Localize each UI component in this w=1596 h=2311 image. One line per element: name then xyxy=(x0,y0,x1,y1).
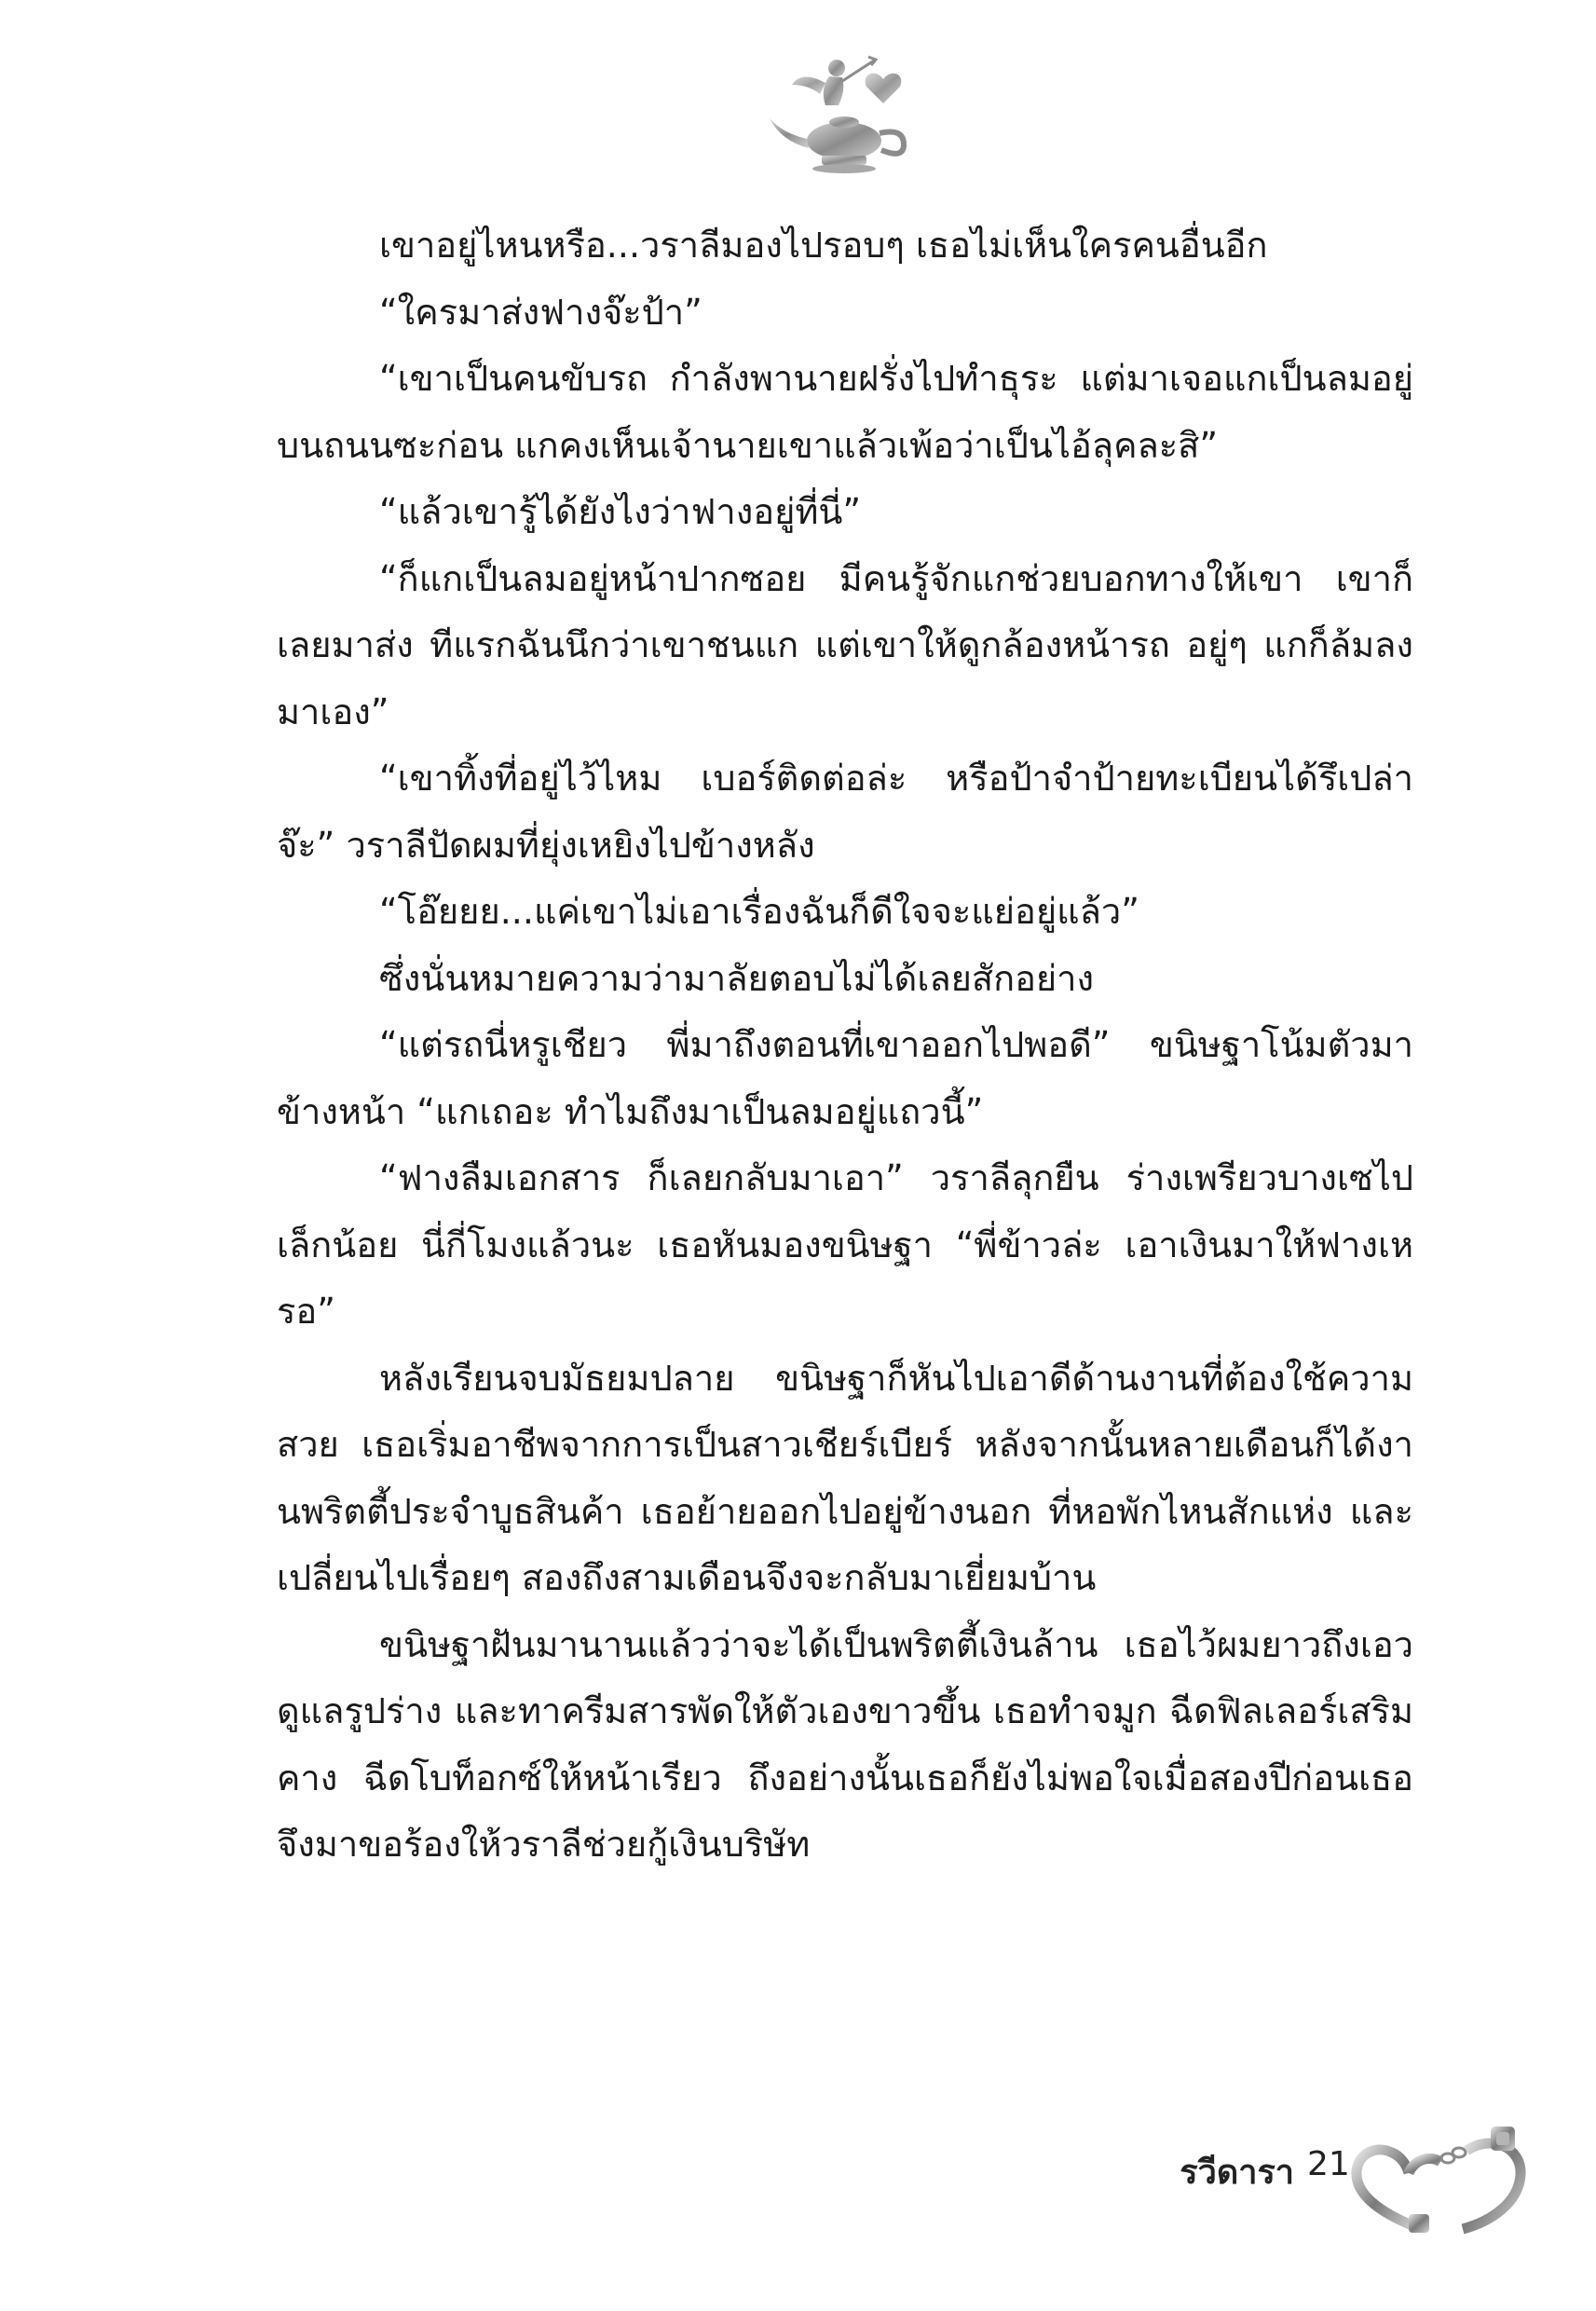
handcuffs-heart-icon xyxy=(1351,2123,1528,2235)
paragraph-11: หลังเรียนจบมัธยมปลาย ขนิษฐาก็หันไปเอาดีด้านงานที่ต้องใช้ความสวย เธอเริ่มอาชีพจากการเป็นสาวเชียร์เบียร์ หลังจากนั้นหลายเดือนก็ได้งานพริตตี้ประจำบูธสินค้า เธอย้ายออกไปอยู่ข้างนอก ที่หอพักไหนสักแห่ง และเปลี่ยนไปเรื่อยๆ สองถึงสามเดือนจึงจะกลับมาเยี่ยมบ้าน xyxy=(277,1357,1413,1598)
paragraph-12: ขนิษฐาฝันมานานแล้วว่าจะได้เป็นพริตตี้เงินล้าน เธอไว้ผมยาวถึงเอว ดูแลรูปร่าง และทาครีมสารพัดให้ตัวเองขาวขึ้น เธอทำจมูก ฉีดฟิลเลอร์เสริมคาง ฉีดโบท็อกซ์ให้หน้าเรียว ถึงอย่างนั้นเธอก็ยังไม่พอใจเมื่อสองปีก่อนเธอจึงมาขอร้องให้วราลีช่วยกู้เงินบริษัท xyxy=(277,1623,1413,1865)
paragraph-7: “โอ๊ยยย...แค่เขาไม่เอาเรื่องฉันก็ดีใจจะแย่อยู่แล้ว” xyxy=(379,891,1139,932)
paragraph-9: “แต่รถนี่หรูเชียว พี่มาถึงตอนที่เขาออกไปพอดี” ขนิษฐาโน้มตัวมาข้างหน้า “แกเถอะ ทำไมถึงมาเป็นลมอยู่แถวนี้” xyxy=(277,1024,1413,1132)
paragraph-2: “ใครมาส่งฟางจ๊ะป้า” xyxy=(379,291,703,333)
page-number: 21 xyxy=(1307,2145,1350,2183)
paragraph-3: “เขาเป็นคนขับรถ กำลังพานายฝรั่งไปทำธุระ แต่มาเจอแกเป็นลมอยู่บนถนนซะก่อน แกคงเห็นเจ้านายเขาแล้วเพ้อว่าเป็นไอ้ลุคละสิ” xyxy=(277,358,1413,466)
paragraph-1: เขาอยู่ไหนหรือ...วราลีมองไปรอบๆ เธอไม่เห็นใครคนอื่นอีก xyxy=(379,225,1268,266)
paragraph-10: “ฟางลืมเอกสาร ก็เลยกลับมาเอา” วราลีลุกยืน ร่างเพรียวบางเซไปเล็กน้อย นี่กี่โมงแล้วนะ เธอหันมองขนิษฐา “พี่ข้าวล่ะ เอาเงินมาให้ฟางเหรอ” xyxy=(277,1157,1413,1332)
page-footer xyxy=(0,2115,1596,2264)
paragraph-4: “แล้วเขารู้ได้ยังไงว่าฟางอยู่ที่นี่” xyxy=(379,491,862,532)
book-title: รวีดารา xyxy=(1180,2154,1294,2192)
body-text xyxy=(277,212,1413,1879)
paragraph-6: “เขาทิ้งที่อยู่ไว้ไหม เบอร์ติดต่อล่ะ หรือป้าจำป้ายทะเบียนได้รึเปล่าจ๊ะ” วราลีปัดผมที่ยุ่งเหยิงไปข้างหลัง xyxy=(277,758,1413,866)
paragraph-8: ซึ่งนั่นหมายความว่ามาลัยตอบไม่ได้เลยสักอย่าง xyxy=(379,957,1095,999)
paragraph-5: “ก็แกเป็นลมอยู่หน้าปากซอย มีคนรู้จักแกช่วยบอกทางให้เขา เขาก็เลยมาส่ง ทีแรกฉันนึกว่าเขาชนแก แต่เขาให้ดูกล้องหน้ารถ อยู่ๆ แกก็ล้มลงมาเอง” xyxy=(277,557,1413,732)
cupid-lamp-ornament-icon xyxy=(764,51,922,177)
